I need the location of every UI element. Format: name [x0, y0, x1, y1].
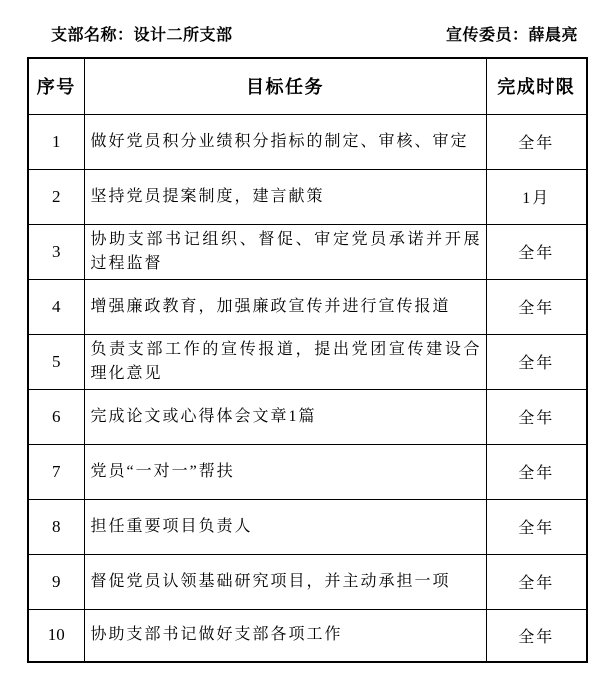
deadline-text: 全年	[486, 444, 587, 499]
task-text: 增强廉政教育，加强廉政宣传并进行宣传报道	[84, 279, 486, 334]
task-table	[27, 57, 588, 663]
table-row	[28, 444, 587, 499]
task-text: 负责支部工作的宣传报道，提出党团宣传建设合理化意见	[84, 334, 486, 389]
deadline-text: 全年	[486, 224, 587, 279]
table-header-row	[28, 58, 587, 114]
row-number: 4	[28, 279, 84, 334]
task-text: 担任重要项目负责人	[84, 499, 486, 554]
col-header-serial-number: 序号	[28, 58, 84, 114]
task-text: 完成论文或心得体会文章1篇	[84, 389, 486, 444]
table-row	[28, 389, 587, 444]
row-number: 1	[28, 114, 84, 169]
row-number: 8	[28, 499, 84, 554]
doc-header	[51, 22, 578, 45]
table-row	[28, 334, 587, 389]
deadline-text: 全年	[486, 114, 587, 169]
branch-name-label: 支部名称：设计二所支部	[51, 27, 233, 44]
col-header-target-task: 目标任务	[84, 58, 486, 114]
table-row	[28, 499, 587, 554]
deadline-text: 全年	[486, 389, 587, 444]
task-text: 督促党员认领基础研究项目，并主动承担一项	[84, 554, 486, 609]
col-header-deadline: 完成时限	[486, 58, 587, 114]
row-number: 5	[28, 334, 84, 389]
row-number: 7	[28, 444, 84, 499]
deadline-text: 全年	[486, 279, 587, 334]
table-row	[28, 609, 587, 662]
task-text: 协助支部书记做好支部各项工作	[84, 609, 486, 662]
table-row	[28, 554, 587, 609]
row-number: 6	[28, 389, 84, 444]
deadline-text: 全年	[486, 499, 587, 554]
table-row	[28, 114, 587, 169]
table-row	[28, 224, 587, 279]
task-text: 党员“一对一”帮扶	[84, 444, 486, 499]
deadline-text: 1月	[486, 169, 587, 224]
row-number: 9	[28, 554, 84, 609]
deadline-text: 全年	[486, 609, 587, 662]
table-row	[28, 279, 587, 334]
table-row	[28, 169, 587, 224]
task-text: 协助支部书记组织、督促、审定党员承诺并开展过程监督	[84, 224, 486, 279]
task-text: 做好党员积分业绩积分指标的制定、审核、审定	[84, 114, 486, 169]
deadline-text: 全年	[486, 554, 587, 609]
row-number: 2	[28, 169, 84, 224]
row-number: 10	[28, 609, 84, 662]
deadline-text: 全年	[486, 334, 587, 389]
publicity-officer-label: 宣传委员：薛晨亮	[445, 27, 578, 44]
row-number: 3	[28, 224, 84, 279]
task-text: 坚持党员提案制度，建言献策	[84, 169, 486, 224]
